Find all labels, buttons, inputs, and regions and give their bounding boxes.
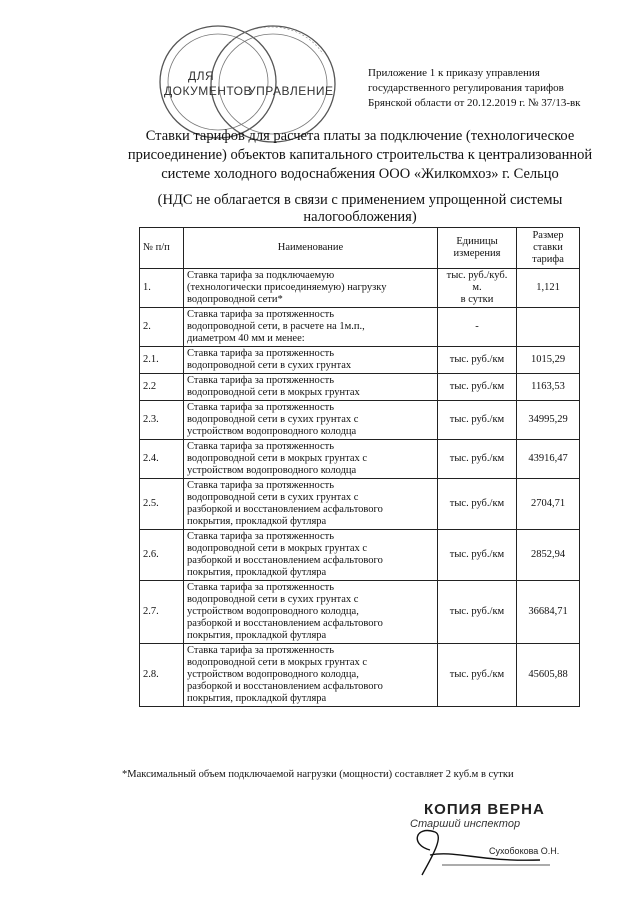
row-unit [438,644,517,707]
row-name-line: Ставка тарифа за протяженность [187,582,335,593]
row-unit-line: м. [472,282,482,293]
row-name-line: покрытия, прокладкой футляра [187,516,327,527]
row-unit-line: в сутки [460,294,494,305]
row-unit [438,479,517,530]
table-row [140,347,580,374]
row-name [184,479,438,530]
stamp-line-1: ДЛЯ [188,69,215,83]
table-row [140,269,580,308]
row-name-line: Ставка тарифа за протяженность [187,402,335,413]
row-name-line: водопроводной сети в мокрых грунтах с [187,657,368,668]
row-name-line: водопроводной сети в мокрых грунтах с [187,453,368,464]
row-name-line: Ставка тарифа за протяженность [187,645,335,656]
row-value: 45605,88 [517,644,580,707]
row-name-line: разборкой и восстановлением асфальтового [187,618,383,629]
table-body [140,269,580,707]
row-name [184,530,438,581]
row-name-line: водопроводной сети в мокрых грунтах с [187,543,368,554]
row-name-line: (технологически присоединяемую) нагрузку [187,282,387,293]
row-value: 43916,47 [517,440,580,479]
row-unit-line: тыс. руб./км [449,498,505,509]
row-number: 2.5. [140,479,184,530]
copy-stamp-title: КОПИЯ ВЕРНА [424,801,545,818]
stamp-line-2: ДОКУМЕНТОВ [164,84,253,98]
header-value: Размер ставки тарифа [517,228,580,269]
row-value: 2704,71 [517,479,580,530]
row-number: 2.6. [140,530,184,581]
tariffs-table [139,227,580,707]
header-num: № п/п [140,228,184,269]
row-unit-line: тыс. руб./куб. [446,270,508,281]
row-name-line: водопроводной сети в сухих грунтах с [187,414,359,425]
row-unit [438,401,517,440]
copy-stamp-name: Сухобокова О.Н. [489,846,560,856]
row-name-line: водопроводной сети в сухих грунтах с [187,492,359,503]
table-row [140,644,580,707]
row-name-line: Ставка тарифа за подключаемую [187,270,335,281]
row-value [517,308,580,347]
document-title [100,127,620,184]
row-name-line: диаметром 40 мм и менее: [187,333,305,344]
table-row [140,374,580,401]
row-value: 1,121 [517,269,580,308]
note-line: (НДС не облагается в связи с применением упрощенной системы [157,192,563,208]
row-unit-line: тыс. руб./км [449,381,505,392]
row-value: 2852,94 [517,530,580,581]
table-row [140,581,580,644]
row-name-line: Ставка тарифа за протяженность [187,531,335,542]
stamp-line-3: УПРАВЛЕНИЕ [248,84,334,98]
copy-stamp-role: Старший инспектор [410,818,521,830]
row-value: 36684,71 [517,581,580,644]
row-unit [438,440,517,479]
row-value: 1015,29 [517,347,580,374]
row-name-line: устройством водопроводного колодца [187,426,357,437]
row-number: 2.4. [140,440,184,479]
row-name-line: Ставка тарифа за протяженность [187,441,335,452]
row-number: 2. [140,308,184,347]
row-name-line: разборкой и восстановлением асфальтового [187,555,383,566]
row-unit-line: тыс. руб./км [449,354,505,365]
table-row [140,308,580,347]
row-unit-line: тыс. руб./км [449,669,505,680]
row-name [184,269,438,308]
row-unit-line: - [475,321,479,332]
row-name-line: Ставка тарифа за протяженность [187,348,335,359]
title-line: Ставки тарифов для расчета платы за подключение (технологическое [145,128,575,144]
row-name [184,347,438,374]
row-name-line: разборкой и восстановлением асфальтового [187,681,383,692]
row-name [184,581,438,644]
table-row [140,401,580,440]
row-name [184,440,438,479]
row-unit [438,269,517,308]
row-name [184,308,438,347]
header-name: Наименование [184,228,438,269]
annex-line: государственного регулирования тарифов [368,82,564,94]
row-name-line: Ставка тарифа за протяженность [187,480,335,491]
row-name-line: покрытия, прокладкой футляра [187,567,327,578]
footnote: *Максимальный объем подключаемой нагрузки (мощности) составляет 2 куб.м в сутки [122,769,514,780]
row-name-line: устройством водопроводного колодца [187,465,357,476]
row-number: 1. [140,269,184,308]
row-name [184,644,438,707]
row-name-line: устройством водопроводного колодца, [187,669,359,680]
row-unit-line: тыс. руб./км [449,549,505,560]
row-unit-line: тыс. руб./км [449,453,505,464]
row-name-line: водопроводной сети в сухих грунтах [187,360,352,371]
row-name-line: водопроводной сети в мокрых грунтах [187,387,360,398]
table-header-row [140,228,580,269]
table-row [140,530,580,581]
title-line: присоединение) объектов капитального строительства к централизованной [127,147,593,163]
annex-line: Брянской области от 20.12.2019 г. № 37/13-вк [368,97,581,109]
row-unit [438,530,517,581]
row-unit [438,374,517,401]
row-name [184,374,438,401]
header-unit: Единицы измерения [438,228,517,269]
row-name-line: устройством водопроводного колодца, [187,606,359,617]
row-unit-line: тыс. руб./км [449,606,505,617]
row-number: 2.7. [140,581,184,644]
row-name-line: водопроводной сети в сухих грунтах с [187,594,359,605]
annex-header [368,66,628,111]
row-name-line: Ставка тарифа за протяженность [187,309,335,320]
row-value: 34995,29 [517,401,580,440]
table-row [140,479,580,530]
row-number: 2.3. [140,401,184,440]
row-unit [438,347,517,374]
row-value: 1163,53 [517,374,580,401]
row-name-line: водопроводной сети* [187,294,283,305]
row-number: 2.2 [140,374,184,401]
row-name-line: разборкой и восстановлением асфальтового [187,504,383,515]
row-name-line: покрытия, прокладкой футляра [187,693,327,704]
row-unit-line: тыс. руб./км [449,414,505,425]
row-name [184,401,438,440]
table-row [140,440,580,479]
row-name-line: покрытия, прокладкой футляра [187,630,327,641]
row-number: 2.1. [140,347,184,374]
row-unit [438,581,517,644]
row-name-line: водопроводной сети, в расчете на 1м.п., [187,321,365,332]
title-line: системе холодного водоснабжения ООО «Жилкомхоз» г. Сельцо [161,166,559,182]
note-line: налогообложения) [303,209,417,225]
row-number: 2.8. [140,644,184,707]
row-name-line: Ставка тарифа за протяженность [187,375,335,386]
vat-note [100,192,620,226]
annex-line: Приложение 1 к приказу управления [368,67,540,79]
row-unit [438,308,517,347]
